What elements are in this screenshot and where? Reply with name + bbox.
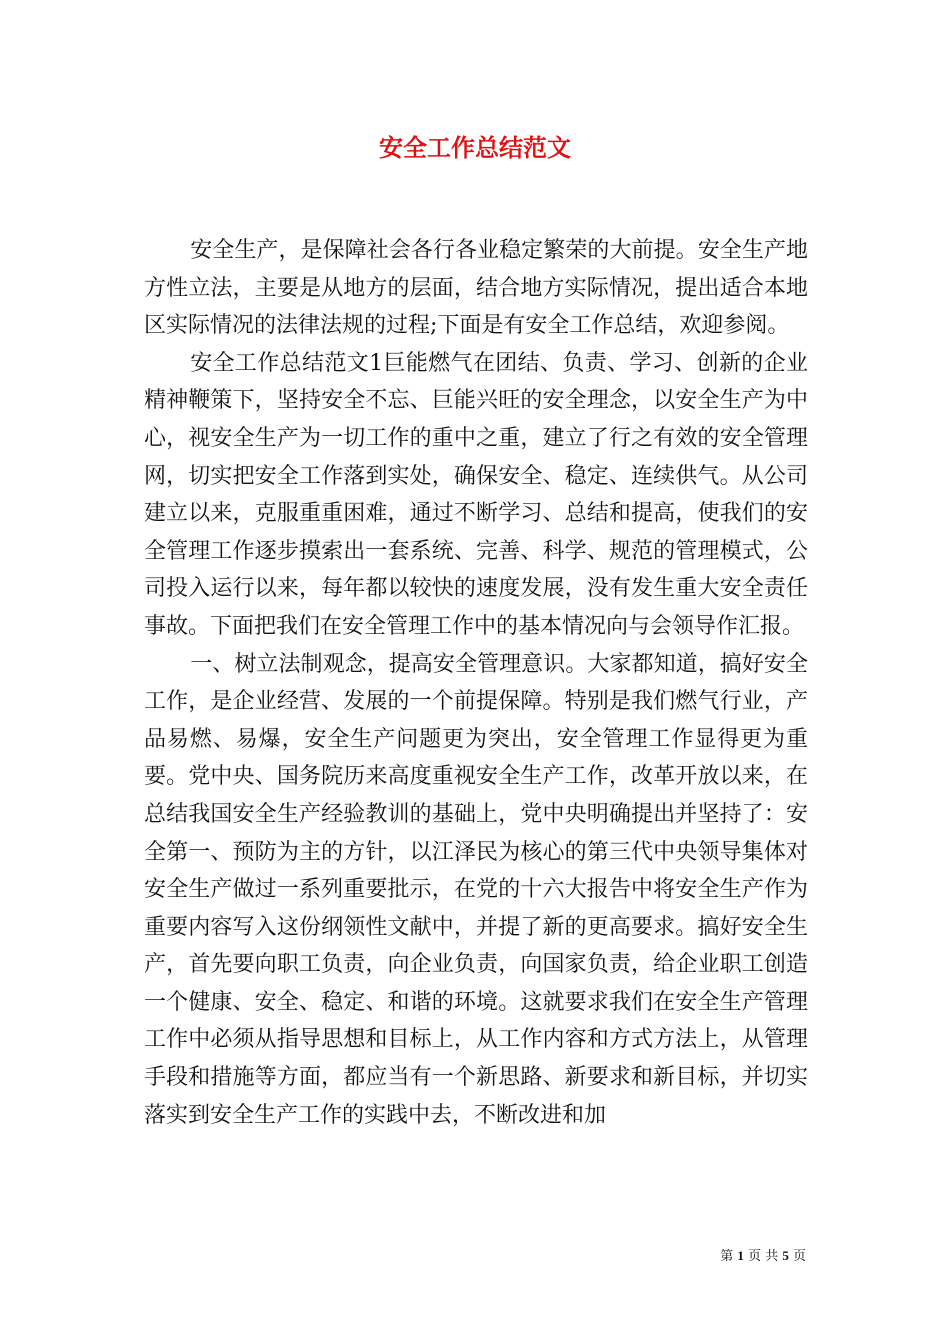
paragraph-summary-1: 安全工作总结范文1巨能燃气在团结、负责、学习、创新的企业精神鞭策下，坚持安全不忘、巨能兴旺的安全理念，以安全生产为中心，视安全生产为一切工作的重中之重，建立了行之有效的安全管理网，切实把安全工作落到实处，确保安全、稳定、连续供气。从公司建立以来，克服重重困难，通过不断学习、总结和提高，使我们的安全管理工作逐步摸索出一套系统、完善、科学、规范的管理模式，公司投入运行以来，每年都以较快的速度发展，没有发生重大安全责任事故。下面把我们在安全管理工作中的基本情况向与会领导作汇报。: [144, 350, 808, 639]
footer-middle: 页 共: [748, 1249, 779, 1264]
footer-current-page: 1: [737, 1248, 744, 1263]
footer-prefix: 第: [720, 1249, 734, 1264]
footer-total-pages: 5: [782, 1248, 789, 1263]
document-title: 安全工作总结范文: [379, 133, 571, 162]
page-number-footer: [720, 1245, 806, 1264]
paragraph-intro: 安全生产，是保障社会各行各业稳定繁荣的大前提。安全生产地方性立法，主要是从地方的层面，结合地方实际情况，提出适合本地区实际情况的法律法规的过程;下面是有安全工作总结，欢迎参阅。: [144, 238, 808, 339]
paragraph-section-1: 一、树立法制观念，提高安全管理意识。大家都知道，搞好安全工作，是企业经营、发展的一个前提保障。特别是我们燃气行业，产品易燃、易爆，安全生产问题更为突出，安全管理工作显得更为重要。党中央、国务院历来高度重视安全生产工作，改革开放以来，在总结我国安全生产经验教训的基础上，党中央明确提出并坚持了：安全第一、预防为主的方针，以江泽民为核心的第三代中央领导集体对安全生产做过一系列重要批示，在党的十六大报告中将安全生产作为重要内容写入这份纲领性文献中，并提了新的更高要求。搞好安全生产，首先要向职工负责，向企业负责，向国家负责，给企业职工创造一个健康、安全、稳定、和谐的环境。这就要求我们在安全生产管理工作中必须从指导思想和目标上，从工作内容和方式方法上，从管理手段和措施等方面，都应当有一个新思路、新要求和新目标，并切实落实到安全生产工作的实践中去，不断改进和加: [144, 651, 808, 1128]
document-body: [144, 232, 808, 1134]
footer-suffix: 页: [792, 1249, 806, 1264]
